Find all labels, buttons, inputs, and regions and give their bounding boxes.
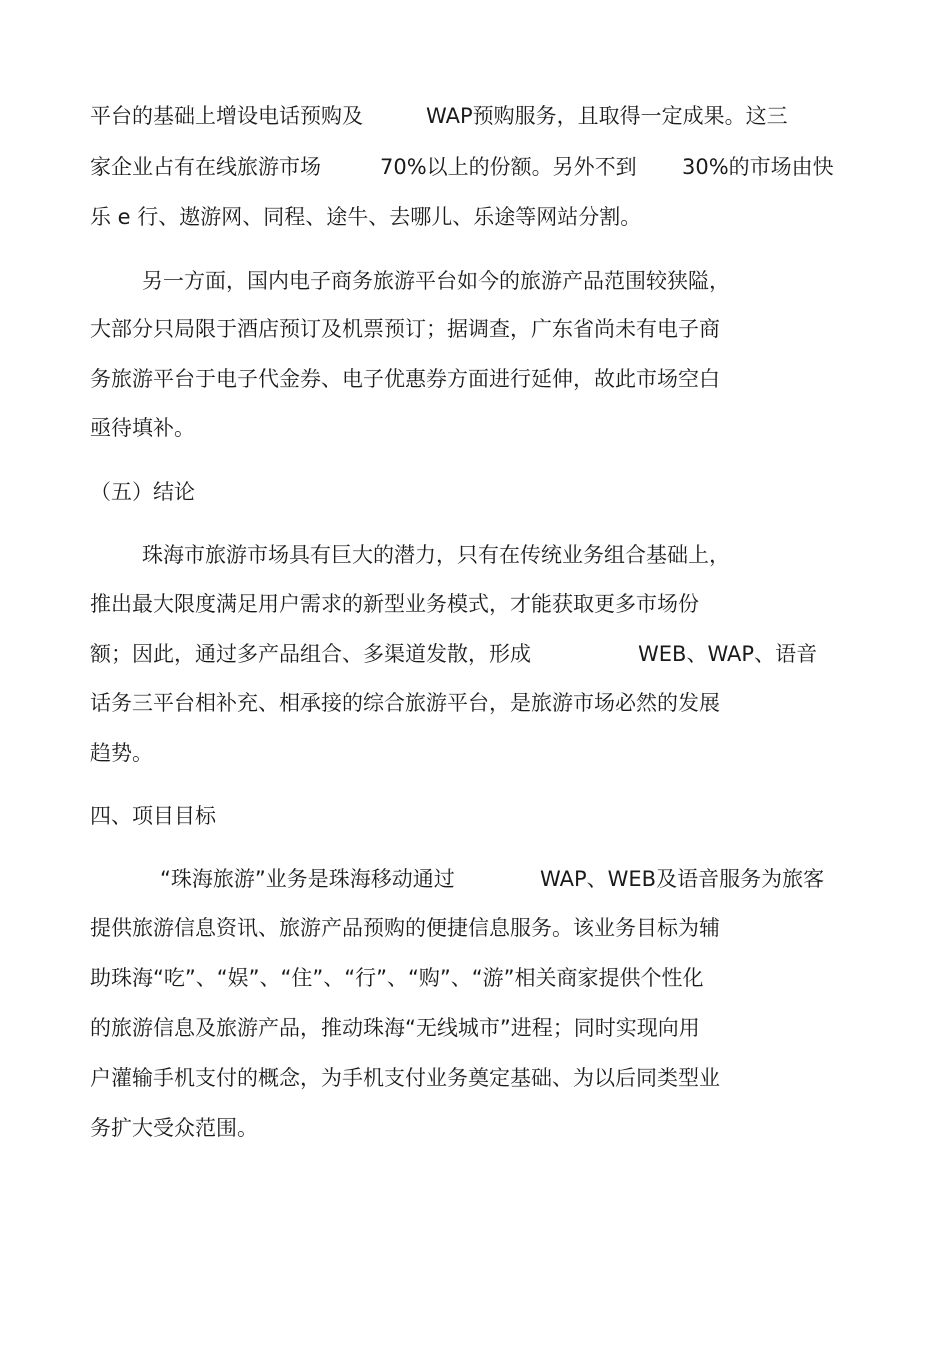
- text-segment: 额；因此，通过多产品组合、多渠道发散，形成: [90, 642, 531, 666]
- paragraph-line: 另一方面，国内电子商务旅游平台如今的旅游产品范围较狭隘，: [142, 269, 730, 293]
- text-segment: WEB、WAP、语音: [638, 642, 818, 666]
- paragraph-line: 务扩大受众范围。: [90, 1116, 258, 1140]
- paragraph-line: 的旅游信息及旅游产品，推动珠海“无线城市”进程；同时实现向用: [90, 1016, 700, 1040]
- paragraph-line: 户灌输手机支付的概念，为手机支付业务奠定基础、为以后同类型业: [90, 1066, 720, 1090]
- paragraph-line: 务旅游平台于电子代金券、电子优惠券方面进行延伸，故此市场空白: [90, 367, 720, 391]
- text-segment: 家企业占有在线旅游市场: [90, 155, 321, 179]
- paragraph-line: 珠海市旅游市场具有巨大的潜力，只有在传统业务组合基础上，: [142, 543, 730, 567]
- paragraph-line: 趋势。: [90, 741, 153, 765]
- paragraph-line: 提供旅游信息资讯、旅游产品预购的便捷信息服务。该业务目标为辅: [90, 916, 720, 940]
- paragraph-line: 亟待填补。: [90, 416, 195, 440]
- paragraph-line: 推出最大限度满足用户需求的新型业务模式，才能获取更多市场份: [90, 592, 699, 616]
- text-segment: WAP预购服务，且取得一定成果。这三: [426, 104, 788, 128]
- text-segment: 70%以上的份额。另外不到: [380, 155, 637, 179]
- text-segment: 平台的基础上增设电话预购及: [90, 104, 363, 128]
- paragraph-line: 话务三平台相补充、相承接的综合旅游平台，是旅游市场必然的发展: [90, 691, 720, 715]
- paragraph-line: 乐 e 行、遨游网、同程、途牛、去哪儿、乐途等网站分割。: [90, 205, 642, 229]
- section-heading: （五）结论: [90, 480, 195, 504]
- paragraph-line: 大部分只局限于酒店预订及机票预订；据调查，广东省尚未有电子商: [90, 317, 720, 341]
- section-heading: 四、项目目标: [90, 804, 216, 828]
- text-segment: 30%的市场由快: [682, 155, 834, 179]
- text-segment: WAP、WEB及语音服务为旅客: [540, 867, 825, 891]
- text-segment: “珠海旅游”业务是珠海移动通过: [160, 867, 455, 891]
- paragraph-line: 助珠海“吃”、“娱”、“住”、“行”、“购”、“游”相关商家提供个性化: [90, 966, 704, 990]
